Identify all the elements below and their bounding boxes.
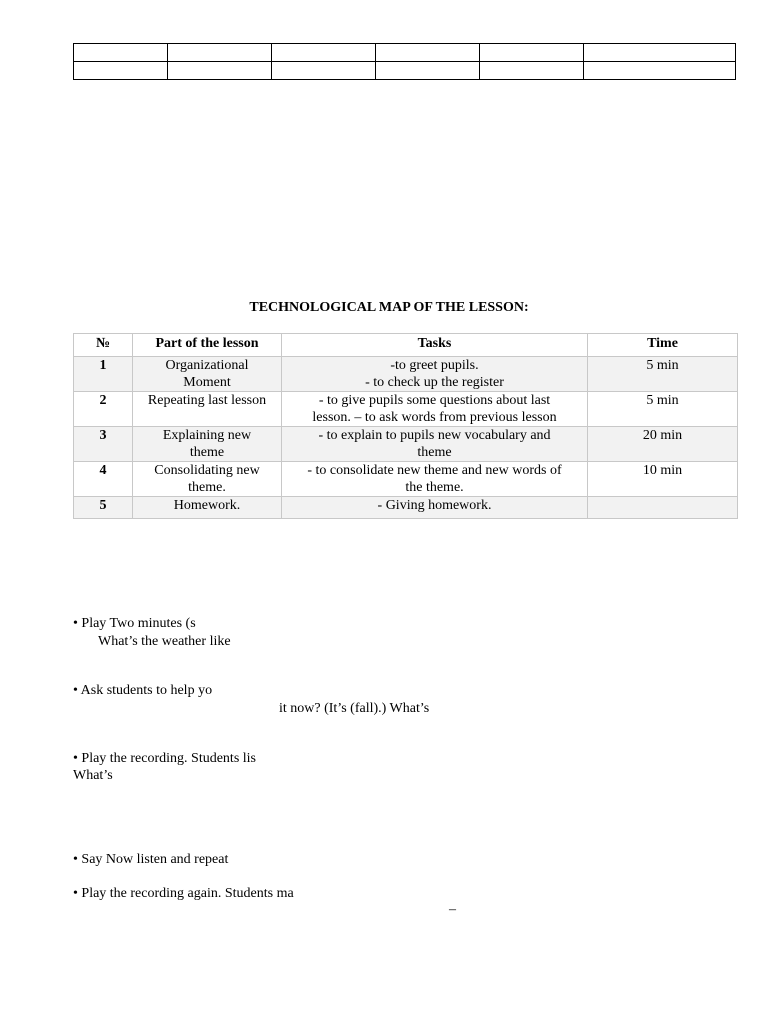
row-time <box>588 497 738 519</box>
table-row <box>74 357 738 392</box>
header-time: Time <box>588 334 738 357</box>
grid-cell <box>74 62 168 80</box>
grid-cell <box>74 44 168 62</box>
task-line: - Giving homework. <box>377 498 492 513</box>
row-part <box>133 497 282 519</box>
task-line: theme <box>417 445 452 460</box>
header-number: № <box>74 334 133 357</box>
table-row <box>74 427 738 462</box>
page-title: TECHNOLOGICAL MAP OF THE LESSON: <box>249 300 529 315</box>
row-tasks <box>282 462 588 497</box>
lesson-map-table <box>73 333 738 519</box>
row-tasks <box>282 392 588 427</box>
bullet-play-recording: • Play the recording. Students lis <box>73 751 256 766</box>
bullet-listen-repeat: • Say Now listen and repeat <box>73 852 229 867</box>
row-tasks <box>282 357 588 392</box>
row-tasks <box>282 497 588 519</box>
row-time: 10 min <box>588 462 738 497</box>
grid-cell <box>584 44 736 62</box>
table-row <box>74 392 738 427</box>
row-number: 3 <box>74 427 133 462</box>
row-number: 5 <box>74 497 133 519</box>
row-number: 2 <box>74 392 133 427</box>
grid-cell <box>272 62 376 80</box>
part-line: Repeating last lesson <box>147 393 267 408</box>
row-time: 5 min <box>588 357 738 392</box>
part-line: Organizational <box>165 358 249 373</box>
weather-question-line: What’s the weather like <box>98 634 231 649</box>
table-header-row <box>74 334 738 357</box>
grid-cell <box>168 62 272 80</box>
grid-cell <box>272 44 376 62</box>
grid-row <box>74 44 736 62</box>
bullet-ask-students: • Ask students to help yo <box>73 683 213 698</box>
row-time: 20 min <box>588 427 738 462</box>
row-time: 5 min <box>588 392 738 427</box>
task-line: - to consolidate new theme and new words of <box>307 463 562 478</box>
row-number: 4 <box>74 462 133 497</box>
row-number: 1 <box>74 357 133 392</box>
whats-line: What’s <box>73 768 113 783</box>
bullet-play-again: • Play the recording again. Students ma <box>73 886 294 901</box>
part-line: theme. <box>188 480 226 495</box>
grid-cell <box>480 62 584 80</box>
dash-mark: – <box>449 902 456 917</box>
row-part <box>133 392 282 427</box>
task-line: -to greet pupils. <box>390 358 479 373</box>
grid-cell <box>376 62 480 80</box>
part-line: Moment <box>183 375 231 390</box>
grid-cell <box>168 44 272 62</box>
grid-cell <box>480 44 584 62</box>
bullet-play-two-minutes: • Play Two minutes (s <box>73 616 196 631</box>
grid-row <box>74 62 736 80</box>
row-part <box>133 357 282 392</box>
row-part <box>133 462 282 497</box>
empty-header-grid <box>73 43 736 80</box>
part-line: theme <box>189 445 225 460</box>
row-part <box>133 427 282 462</box>
table-row <box>74 497 738 519</box>
header-tasks: Tasks <box>282 334 588 357</box>
row-tasks <box>282 427 588 462</box>
task-line: - to explain to pupils new vocabulary and <box>318 428 551 443</box>
table-row <box>74 462 738 497</box>
task-line: - to give pupils some questions about last <box>318 393 551 408</box>
part-line: Homework. <box>173 498 241 513</box>
task-line: the theme. <box>405 480 464 495</box>
grid-cell <box>584 62 736 80</box>
task-line: lesson. – to ask words from previous lesson <box>312 410 557 425</box>
part-line: Consolidating new <box>154 463 260 478</box>
task-line: - to check up the register <box>365 375 504 390</box>
part-line: Explaining new <box>162 428 252 443</box>
grid-cell <box>376 44 480 62</box>
season-question-line: it now? (It’s (fall).) What’s <box>279 701 430 716</box>
header-part: Part of the lesson <box>133 334 282 357</box>
